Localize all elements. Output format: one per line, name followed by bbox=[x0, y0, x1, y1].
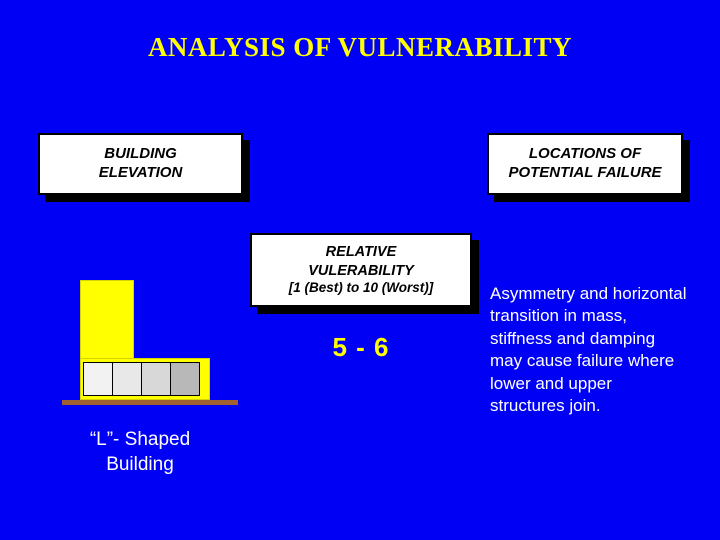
window-pane-icon bbox=[170, 362, 200, 396]
callout-building-elevation-line1: BUILDING bbox=[104, 145, 177, 163]
callout-building-elevation-line2: ELEVATION bbox=[98, 164, 183, 181]
window-pane-icon bbox=[112, 362, 142, 396]
page-title: ANALYSIS OF VULNERABILITY bbox=[147, 32, 573, 62]
callout-relative-line2: VULERABILITY bbox=[308, 262, 414, 279]
callout-locations-line2: POTENTIAL FAILURE bbox=[508, 164, 662, 181]
building-elevation-diagram bbox=[60, 280, 260, 420]
diagram-caption-line1: “L”- Shaped bbox=[89, 429, 191, 450]
callout-locations-of-potential-failure bbox=[487, 133, 683, 195]
ground-line bbox=[62, 400, 238, 405]
failure-description-text: Asymmetry and horizontal transition in mass, stiffness and damping may cause failure where lower and upper structures join. bbox=[490, 284, 687, 416]
callout-locations-line1: LOCATIONS OF bbox=[528, 145, 642, 163]
vulnerability-score: 5 - 6 bbox=[332, 332, 390, 362]
window-pane-icon bbox=[83, 362, 113, 396]
window-pane-icon bbox=[141, 362, 171, 396]
building-window-row bbox=[83, 362, 199, 396]
callout-building-elevation bbox=[38, 133, 243, 195]
diagram-caption bbox=[30, 428, 250, 477]
callout-relative-scale: [1 (Best) to 10 (Worst)] bbox=[288, 279, 434, 295]
callout-relative-vulnerability bbox=[250, 233, 472, 307]
callout-relative-line1: RELATIVE bbox=[325, 244, 397, 261]
diagram-caption-line2: Building bbox=[106, 453, 174, 475]
